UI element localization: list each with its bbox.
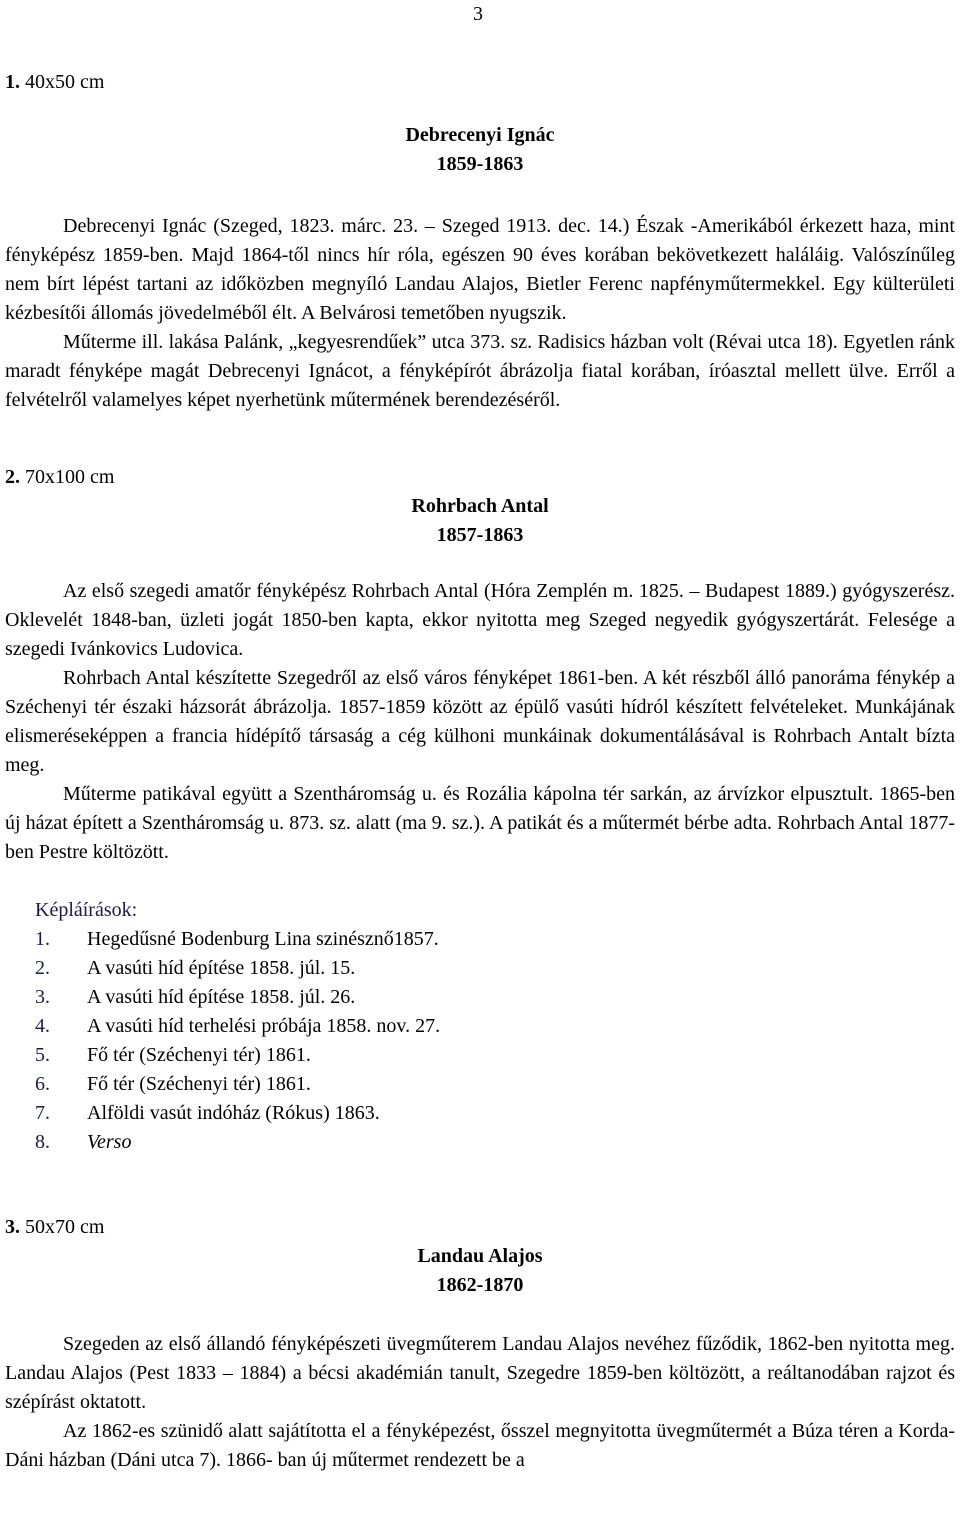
section-3-number: 3. <box>5 1216 20 1238</box>
section-2-name: Rohrbach Antal <box>411 495 549 517</box>
section-2-paragraph-3: Műterme patikával együtt a Szentháromság u. és Rozália kápolna tér sarkán, az árvízkor elpusztult. 1865-ben új házat épített a Szentháromság u. 873. sz. alatt (ma 9. sz.). A patikát és a műtermét bérbe adta. Rohrbach Antal 1877-ben Pestre költözött. <box>5 783 955 863</box>
section-1-name: Debrecenyi Ignác <box>405 124 555 146</box>
page-number: 3 <box>473 3 483 25</box>
section-2-number: 2. <box>5 466 20 488</box>
section-3-years: 1862-1870 <box>436 1274 524 1296</box>
captions-list <box>5 925 955 1157</box>
caption-item: 4. A vasúti híd terhelési próbája 1858. nov. 27. <box>35 1015 441 1037</box>
section-2-paragraph-1: Az első szegedi amatőr fényképész Rohrbach Antal (Hóra Zemplén m. 1825. – Budapest 1889.) gyógyszerész. Oklevelét 1848-ban, üzleti jogát 1850-ben kapta, ekkor nyitotta meg Szeged negyedik gyógyszertárát. Felesége a szegedi Ivánkovics Ludovica. <box>5 580 955 660</box>
captions-heading: Képláírások: <box>35 899 138 921</box>
section-3-paragraph-1: Szegeden az első állandó fényképészeti üvegműterem Landau Alajos nevéhez fűződik, 1862-ben nyitotta meg. Landau Alajos (Pest 1833 – 1884) a bécsi akadémián tanult, Szegedre 1859-ben költözött, a reáltanodában rajzot és szépírást oktatott. <box>5 1333 955 1413</box>
caption-item: 6. Fő tér (Széchenyi tér) 1861. <box>35 1073 311 1095</box>
section-1-paragraph-1: Debrecenyi Ignác (Szeged, 1823. márc. 23. – Szeged 1913. dec. 14.) Észak -Amerikából érkezett haza, mint fényképész 1859-ben. Majd 1864-től nincs hír róla, egészen 90 éves korában bekövetkezett haláláig. Valószínűleg nem bírt lépést tartani az időközben megnyíló Landau Alajos, Bietler Ferenc napfényműtermekkel. Egy külterületi kézbesítői állomás jövedelméből élt. A Belvárosi temetőben nyugszik. <box>5 215 955 324</box>
section-3-heading <box>5 1213 955 1242</box>
caption-item: 3. A vasúti híd építése 1858. júl. 26. <box>35 986 356 1008</box>
section-1-heading <box>5 68 955 97</box>
caption-item: 5. Fő tér (Széchenyi tér) 1861. <box>35 1044 311 1066</box>
document-body <box>5 68 955 1475</box>
section-3-name: Landau Alajos <box>417 1245 543 1267</box>
section-1-years: 1859-1863 <box>436 153 524 175</box>
caption-item: 7. Alföldi vasút indóház (Rókus) 1863. <box>35 1102 380 1124</box>
caption-item: 2. A vasúti híd építése 1858. júl. 15. <box>35 957 356 979</box>
caption-item: 8. Verso <box>35 1131 132 1153</box>
section-2-size: 70x100 cm <box>20 466 115 488</box>
caption-item: 1. Hegedűsné Bodenburg Lina szinésznő1857. <box>35 928 439 950</box>
section-1-number: 1. <box>5 71 20 93</box>
section-3-paragraph-2: Az 1862-es szünidő alatt sajátította el a fényképezést, ősszel megnyitotta üvegműtermét a Búza téren a Korda-Dáni házban (Dáni utca 7). 1866- ban új műtermet rendezett be a <box>5 1420 955 1471</box>
section-2-heading <box>5 463 955 492</box>
section-1-paragraph-2: Műterme ill. lakása Palánk, „kegyesrendűek” utca 373. sz. Radisics házban volt (Révai utca 18). Egyetlen ránk maradt fényképe magát Debrecenyi Ignácot, a fényképírót ábrázolja fiatal korában, íróasztal mellett ülve. Erről a felvételről valamelyes képet nyerhetünk műtermének berendezéséről. <box>5 331 955 411</box>
section-2-years: 1857-1863 <box>436 524 524 546</box>
section-3-size: 50x70 cm <box>20 1216 105 1238</box>
section-2-paragraph-2: Rohrbach Antal készítette Szegedről az első város fényképet 1861-ben. A két részből álló panoráma fénykép a Széchenyi tér északi házsorát ábrázolja. 1857-1859 között az épülő vasúti hídról készített felvételeket. Munkájának elismeréseképpen a francia hídépítő társaság a cég külhoni munkáinak dokumentálásával is Rohrbach Antalt bízta meg. <box>5 667 955 776</box>
section-1-size: 40x50 cm <box>20 71 105 93</box>
